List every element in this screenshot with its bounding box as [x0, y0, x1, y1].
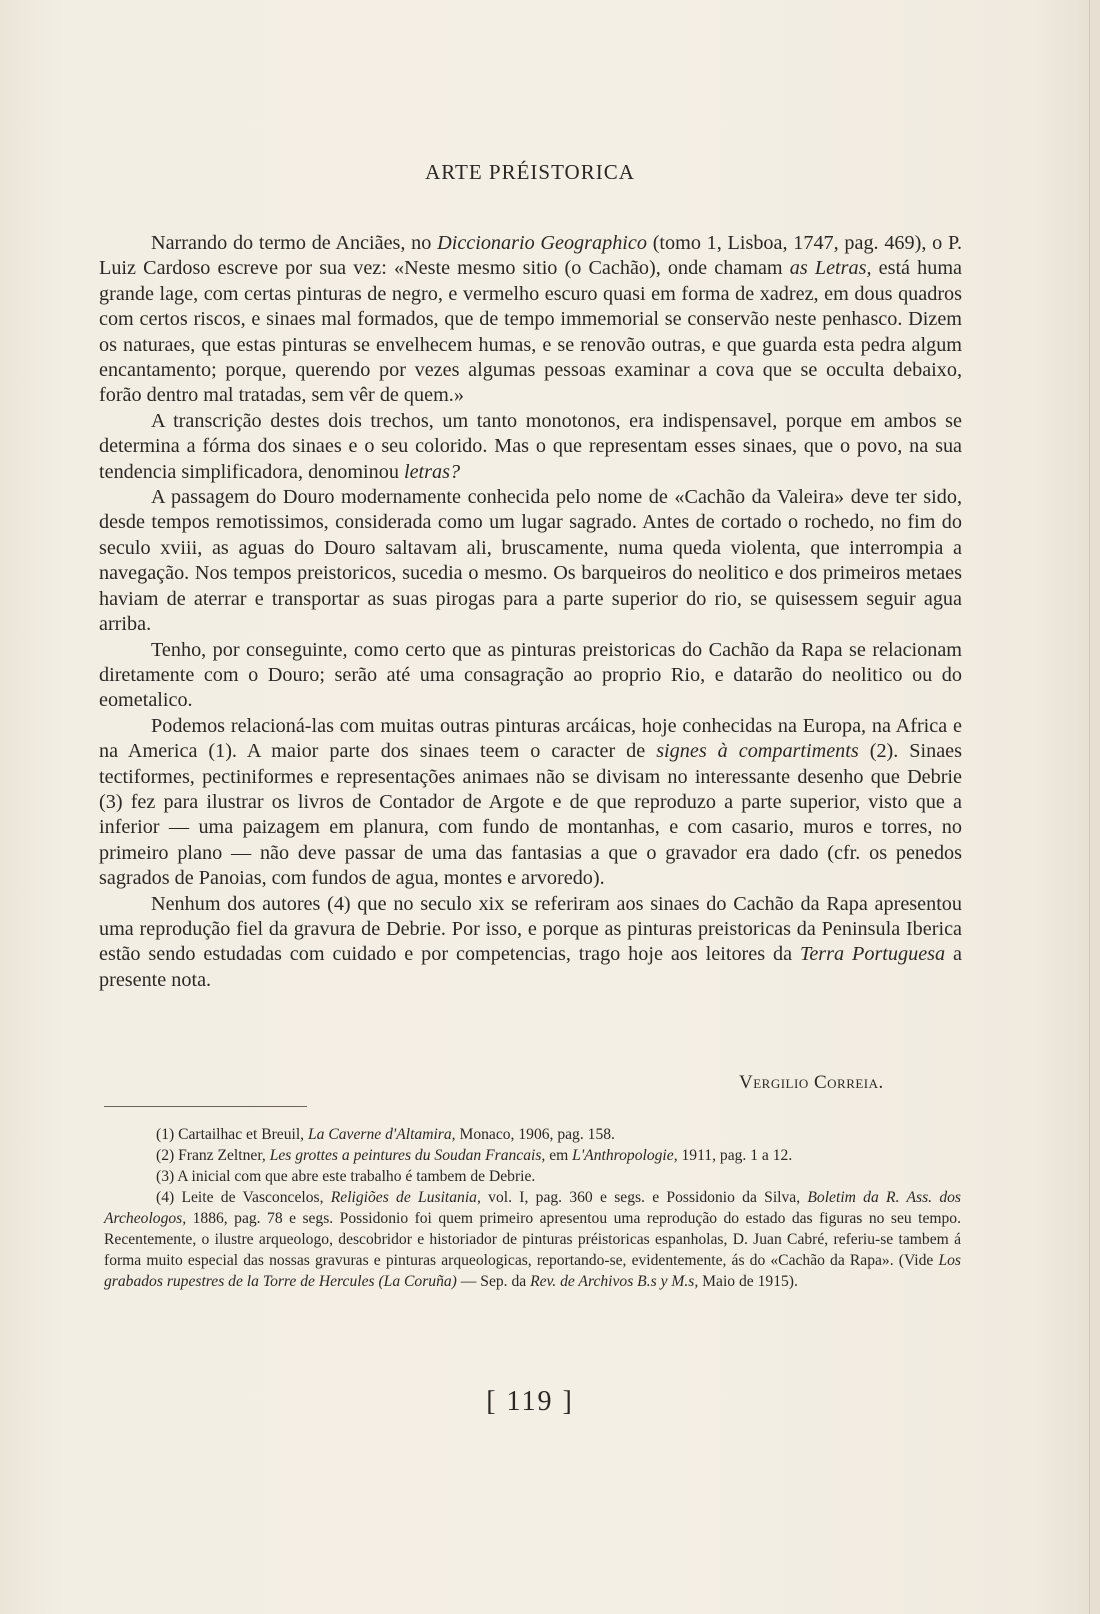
text-run: Tenho, por conseguinte, como certo que as pinturas preistoricas do Cachão da Rapa se relacionam diretamente com o Douro; serão até uma consagração ao proprio Rio, e datarão do neolitico ou do eometalico. — [99, 638, 962, 712]
text-run: está huma grande lage, com certas pinturas de negro, e vermelho escuro quasi em forma de xadrez, em dous quadros com certos riscos, e sinaes mal formados, que de tempo immemorial se conservão neste penhasco. Dizem os naturaes, que estas pinturas se envelhecem humas, e se renovão outras, e que guarda esta pedra algum encantamento; porque, querendo por vezes algumas pessoas examinar a cova que se occulta debaixo, forão dentro mal tratadas, sem vêr de quem.» — [99, 257, 962, 407]
paragraph — [99, 638, 962, 714]
text-run: 1911, pag. 1 a 12. — [677, 1147, 793, 1164]
italic-text: letras? — [403, 460, 461, 483]
text-run: (2). Sinaes tectiformes, pectiniformes e representações animaes não se divisam no interessante desenho que Debrie (3) fez para ilustrar os livros de Contador de Argote e de que reproduzo a parte superior, visto que a inferior — uma paizagem em planura, com fundo de montanhas, e com casario, muros e torres, no primeiro plano — não deve passar de uma das fantasias a que o gravador era dado (cfr. os penedos sagrados de Panoias, com fundos de agua, montes e arvoredo). — [99, 740, 962, 890]
footnotes — [104, 1124, 961, 1292]
text-run: a presente nota. — [99, 943, 962, 991]
text-run: Monaco, 1906, pag. 158. — [455, 1126, 615, 1143]
text-run: Podemos relacioná-las com muitas outras pinturas arcáicas, hoje conhecidas na Europa, na Africa e na America (1). A maior parte dos sinaes teem o caracter de — [99, 714, 962, 763]
text-run: vol. I, pag. 360 e segs. e Possidonio da Silva, — [480, 1189, 808, 1206]
text-run: (2) Franz Zeltner, — [156, 1147, 270, 1164]
paragraph — [99, 409, 962, 485]
body-text — [99, 231, 962, 993]
italic-text: L'Anthropologie, — [572, 1147, 678, 1164]
italic-text: La Caverne d'Altamira, — [307, 1126, 456, 1143]
text-run: — Sep. da — [456, 1273, 531, 1290]
author-signature: Vergilio Correia. — [739, 1072, 884, 1093]
text-run: em — [545, 1147, 573, 1164]
paragraph — [99, 231, 962, 409]
italic-text: Los grabados rupestres de la Torre de Hercules (La Coruña) — [104, 1252, 961, 1290]
text-run: (4) Leite de Vasconcelos, — [156, 1189, 331, 1206]
italic-text: Rev. de Archivos B.s y M.s, — [530, 1273, 699, 1290]
italic-text: Terra Portuguesa — [799, 943, 946, 966]
text-run: Narrando do termo de Anciães, no — [151, 232, 438, 254]
italic-text: Diccionario Geographico — [437, 232, 647, 254]
paragraph — [99, 485, 962, 637]
italic-text: as Letras, — [789, 257, 872, 280]
footnote — [104, 1145, 961, 1166]
footnote — [104, 1124, 961, 1145]
text-run: 1886, pag. 78 e segs. Possidonio foi quem primeiro apresentou uma reprodução do estado das figuras no seu tempo. Recentemente, o ilustre arqueologo, descobridor e historiador de pinturas préistoricas espanholas, D. Juan Cabré, referiu-se tambem á forma muito especial das nossas gravuras e pinturas arqueologicas, reportando-se, evidentemente, ás do «Cachão da Rapa». (Vide — [104, 1210, 961, 1269]
italic-text: Boletim da R. Ass. dos Archeologos, — [104, 1189, 961, 1227]
text-run: A transcrição destes dois trechos, um tanto monotonos, era indispensavel, porque em ambos se determina a fórma dos sinaes e o seu colorido. Mas o que representam esses sinaes, que o povo, na sua tendencia simplificadora, denominou — [99, 409, 962, 483]
running-head: ARTE PRÉISTORICA — [425, 160, 635, 184]
text-run: (3) A inicial com que abre este trabalho é tambem de Debrie. — [156, 1168, 536, 1185]
page-number: [ 119 ] — [486, 1386, 574, 1417]
text-run: Maio de 1915). — [698, 1273, 798, 1290]
footnote — [104, 1166, 961, 1187]
text-run: (1) Cartailhac et Breuil, — [156, 1126, 308, 1143]
footnote — [104, 1187, 961, 1292]
italic-text: Religiões de Lusitania, — [330, 1189, 481, 1206]
page-edge — [1089, 0, 1090, 1614]
italic-text: signes à compartiments — [656, 740, 859, 763]
text-run: (tomo 1, Lisboa, 1747, pag. 469), o P. Luiz Cardoso escreve por sua vez: «Neste mesmo sitio (o Cachão), onde chamam — [99, 232, 962, 280]
text-run: A passagem do Douro modernamente conhecida pelo nome de «Cachão da Valeira» deve ter sido, desde tempos remotissimos, considerada como um lugar sagrado. Antes de cortado o rochedo, no fim do seculo xviii, as aguas do Douro saltavam ali, bruscamente, numa queda violenta, que interrompia a navegação. Nos tempos preistoricos, sucedia o mesmo. Os barqueiros do neolitico e dos primeiros metaes haviam de aterrar e transportar as suas pirogas para a parte superior do rio, se quisessem seguir agua arriba. — [99, 486, 962, 636]
text-run: Nenhum dos autores (4) que no seculo xix se referiram aos sinaes do Cachão da Rapa apresentou uma reprodução fiel da gravura de Debrie. Por isso, e porque as pinturas preistoricas da Peninsula Iberica estão sendo estudadas com cuidado e por competencias, trago hoje aos leitores da — [99, 892, 962, 966]
italic-text: Les grottes a peintures du Soudan Francais, — [269, 1147, 546, 1164]
footnote-rule — [104, 1106, 307, 1107]
paragraph — [99, 714, 962, 892]
paragraph — [99, 892, 962, 994]
